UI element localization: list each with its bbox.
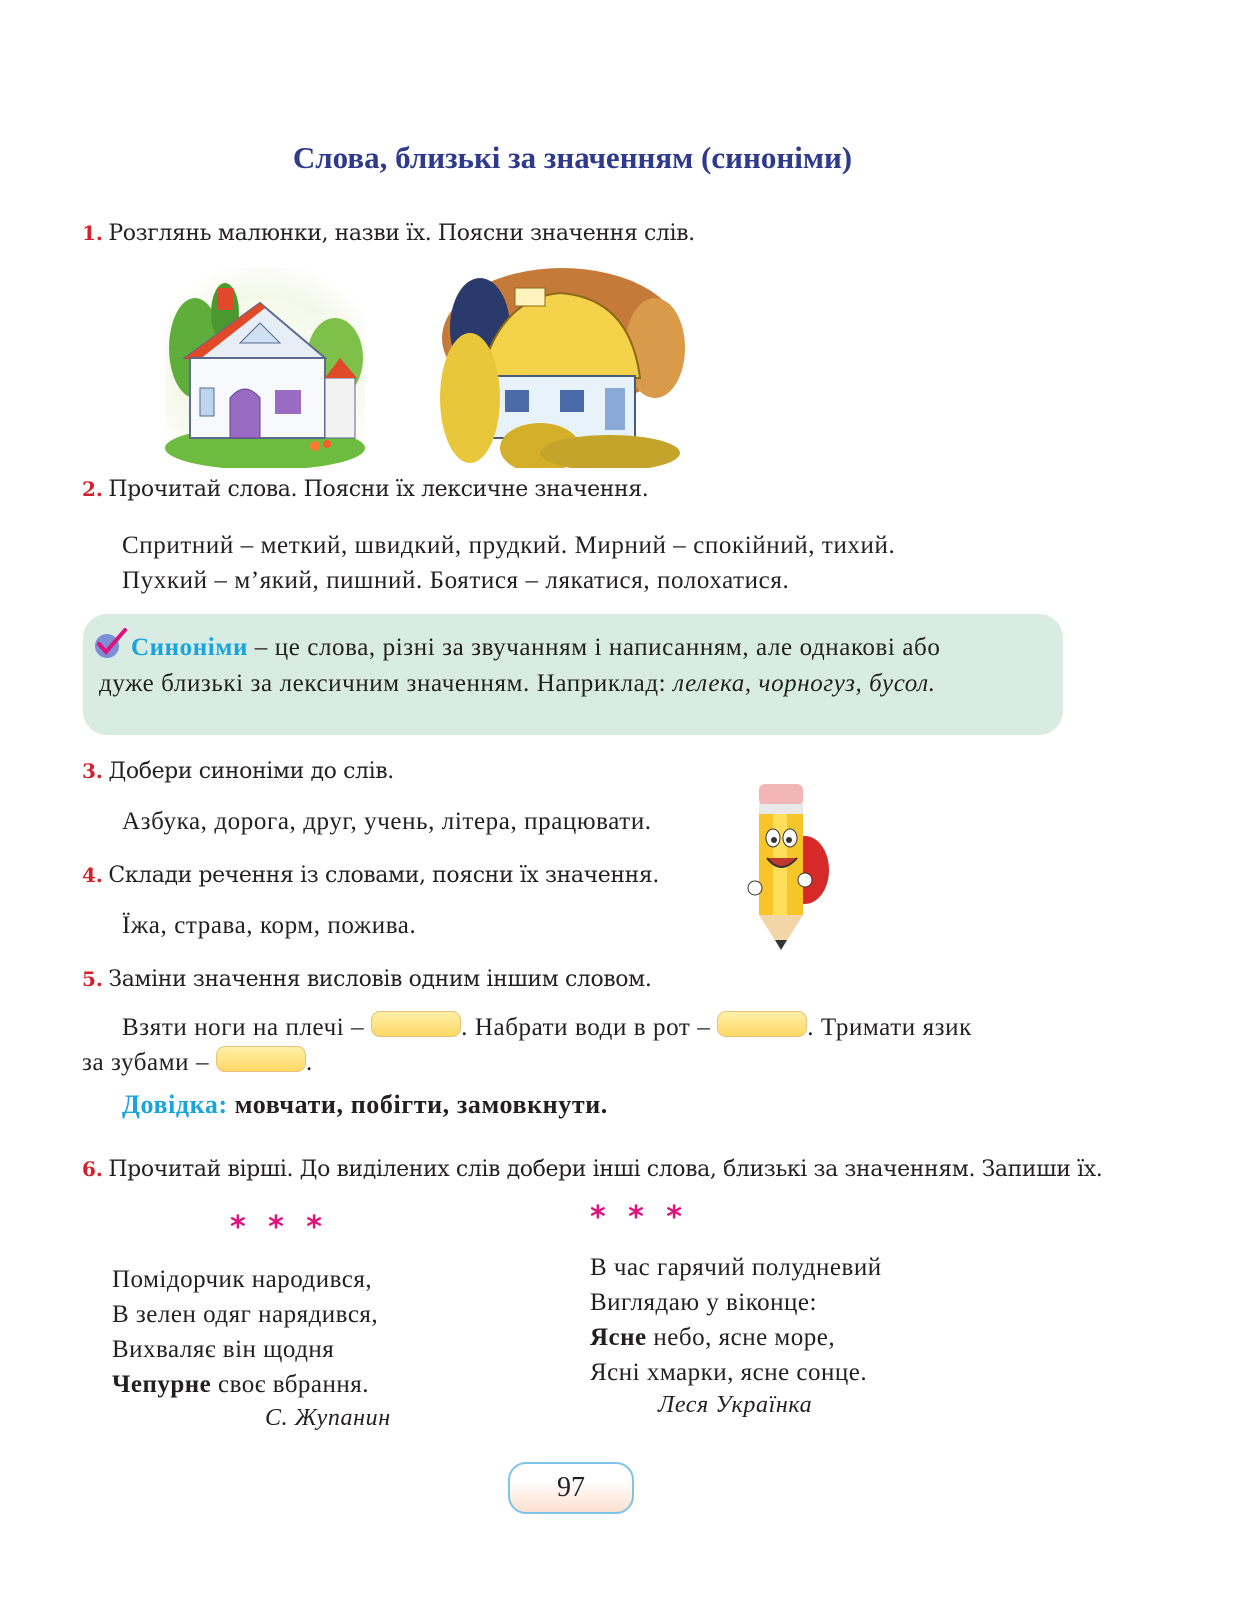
task-1 [82, 220, 695, 246]
task-number: 2. [82, 477, 103, 501]
page-title: Слова, близькі за значенням (синоніми) [292, 140, 853, 175]
poem-2 [590, 1250, 882, 1390]
poem-line: В зелен одяг нарядився, [112, 1301, 379, 1328]
poem-1-stars: * * * [230, 1210, 328, 1245]
poem-text: своє вбрання. [211, 1371, 370, 1398]
synonym-line-1: Спритний – меткий, швидкий, прудкий. Мирний – спокійний, тихий. [122, 532, 896, 559]
task-2 [82, 476, 648, 502]
answer-blank-2[interactable] [717, 1011, 807, 1037]
thatched-cottage-illustration [440, 268, 685, 468]
task-number: 1. [82, 221, 103, 245]
poem-1 [112, 1262, 378, 1402]
poem-1-author: С. Жупанин [265, 1405, 391, 1431]
task-6 [82, 1156, 1102, 1182]
definition-line-1 [131, 634, 940, 662]
hint-line [122, 1090, 608, 1120]
poem-line: Вихваляє він щодня [112, 1336, 335, 1363]
answer-blank-1[interactable] [371, 1011, 461, 1037]
task-text: Заміни значення висловів одним іншим словом. [108, 967, 652, 992]
definition-text: дуже близькі за лексичним значенням. Наприклад: [99, 670, 674, 697]
answer-blank-3[interactable] [216, 1046, 306, 1072]
highlighted-word: Ясне [590, 1324, 647, 1351]
definition-text: – це слова, різні за звучанням і написанням, але однакові або [247, 634, 941, 661]
poem-line [590, 1320, 882, 1355]
poem-line: В час гарячий полудневий [590, 1254, 882, 1281]
highlighted-word: Чепурне [112, 1371, 212, 1398]
poem-line [112, 1367, 378, 1402]
poem-2-stars: * * * [590, 1200, 688, 1235]
modern-house-illustration [165, 268, 365, 468]
hint-label: Довідка: [122, 1090, 228, 1119]
task-number: 3. [82, 759, 103, 783]
task-number: 6. [82, 1157, 103, 1181]
phrase: . Тримати язик [807, 1014, 972, 1041]
phrase: за зубами – [82, 1049, 216, 1076]
phrase: Взяти ноги на плечі – [122, 1014, 372, 1041]
task-text: Прочитай вірші. До виділених слів добери інші слова, близькі за значенням. Запиши їх. [108, 1157, 1103, 1182]
poem-line: Виглядаю у віконце: [590, 1289, 817, 1316]
task-4-words: Їжа, страва, корм, пожива. [122, 912, 417, 939]
task-number: 4. [82, 863, 103, 887]
page-number: 97 [508, 1462, 634, 1514]
task-5-line-2 [82, 1046, 313, 1077]
definition-example: лелека, чорногуз, бусол. [673, 670, 936, 697]
poem-2-author: Леся Українка [658, 1392, 813, 1418]
task-text: Розглянь малюнки, назви їх. Поясни значення слів. [108, 221, 695, 246]
checkmark-icon [91, 626, 129, 665]
poem-text: небо, ясне море, [646, 1324, 836, 1351]
task-5 [82, 966, 651, 992]
phrase: . Набрати води в рот – [461, 1014, 718, 1041]
definition-line-2 [99, 670, 936, 698]
synonym-line-2: Пухкий – м’який, пишний. Боятися – лякатися, полохатися. [122, 567, 790, 594]
task-text: Добери синоніми до слів. [108, 759, 394, 784]
task-3 [82, 758, 394, 784]
hint-words: мовчати, побігти, замовкнути. [227, 1090, 608, 1119]
poem-line: Ясні хмарки, ясне сонце. [590, 1359, 868, 1386]
task-4 [82, 862, 659, 888]
definition-term: Синоніми [131, 634, 248, 661]
task-text: Склади речення із словами, поясни їх значення. [108, 863, 659, 888]
task-3-words: Азбука, дорога, друг, учень, літера, працювати. [122, 808, 652, 835]
pencil-mascot-illustration [745, 780, 835, 955]
task-5-line-1 [122, 1011, 972, 1042]
task-text: Прочитай слова. Поясни їх лексичне значення. [108, 477, 649, 502]
task-number: 5. [82, 967, 103, 991]
poem-line: Помідорчик народився, [112, 1266, 373, 1293]
phrase: . [305, 1049, 313, 1076]
definition-box [83, 614, 1063, 735]
